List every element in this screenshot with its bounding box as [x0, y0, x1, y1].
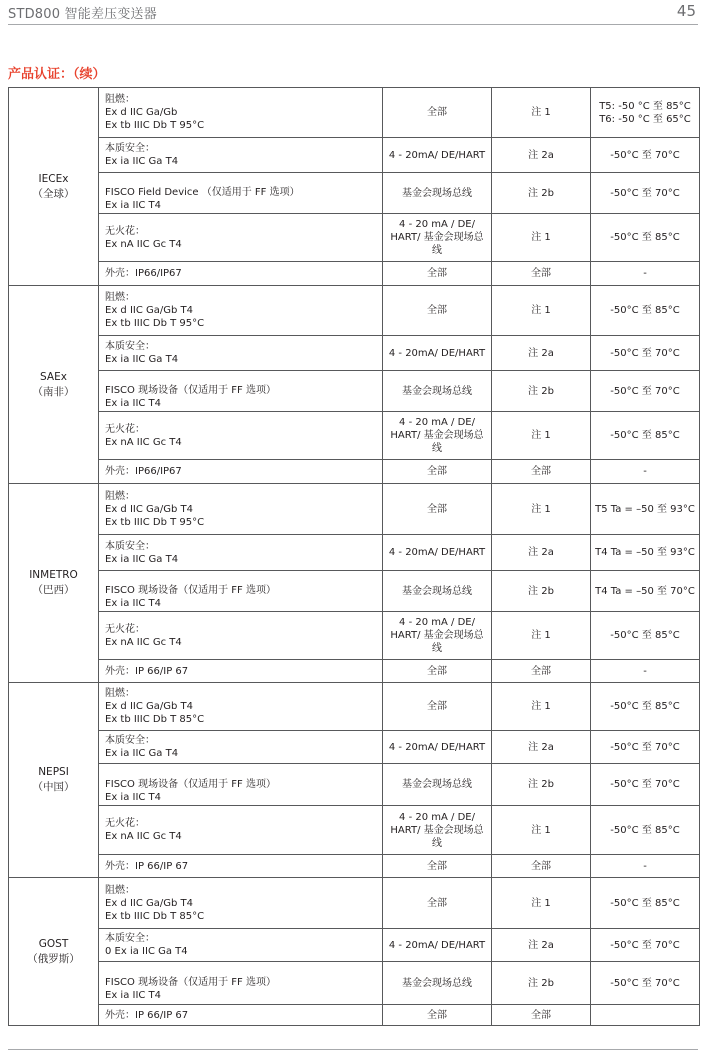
- protection-type-cell: [99, 336, 383, 371]
- protection-text: Ex tb IIIC Db T 85°C: [105, 714, 205, 725]
- spacer: [105, 766, 382, 778]
- temperature-cell: [591, 855, 700, 878]
- note-cell: 注 2b: [492, 571, 591, 612]
- protection-type-cell: [99, 878, 383, 929]
- protection-text: Ex ia IIC Ga T4: [105, 354, 179, 365]
- temperature-range: -50°C 至 70°C: [610, 741, 680, 753]
- protection-text: Ex ia IIC Ga T4: [105, 748, 179, 759]
- temperature-cell: [591, 214, 700, 262]
- region-name: NEPSI: [38, 766, 69, 778]
- protection-type-cell: [99, 173, 383, 214]
- region-country: （巴西）: [32, 584, 75, 596]
- note-cell: 全部: [492, 660, 591, 683]
- temperature-cell: [591, 806, 700, 855]
- region-name: IECEx: [38, 172, 69, 185]
- applicability-cell: 全部: [383, 88, 492, 138]
- temperature-range: T6: -50 °C 至 65°C: [599, 113, 691, 125]
- protection-text: FISCO 现场设备（仅适用于 FF 选项）: [105, 585, 276, 596]
- applicability-cell: 全部: [383, 878, 492, 929]
- table-row: [9, 878, 700, 929]
- note-cell: 注 1: [492, 612, 591, 660]
- protection-text: Ex nA IIC Gc T4: [105, 436, 182, 448]
- protection-type-cell: [99, 806, 383, 855]
- region-cell: [9, 878, 99, 1026]
- temperature-cell: [591, 262, 700, 286]
- protection-text: Ex ia IIC T4: [105, 791, 162, 803]
- protection-text: 无火花：: [105, 225, 145, 237]
- protection-type-cell: [99, 412, 383, 460]
- temperature-cell: [591, 962, 700, 1005]
- temperature-range: -50°C 至 70°C: [610, 149, 680, 161]
- applicability-cell: 全部: [383, 262, 492, 286]
- region-cell: [9, 286, 99, 484]
- protection-type-cell: [99, 612, 383, 660]
- protection-text: 外壳：IP 66/IP 67: [105, 860, 189, 872]
- applicability-cell: 全部: [383, 683, 492, 731]
- protection-text: Ex d IIC Ga/Gb T4: [105, 897, 193, 909]
- region-name: SAEx: [40, 370, 67, 383]
- protection-text: Ex tb IIIC Db T 95°C: [105, 318, 205, 329]
- temperature-cell: [591, 1005, 700, 1026]
- protection-type-cell: [99, 929, 383, 962]
- protection-text: 外壳：IP 66/IP 67: [105, 665, 189, 677]
- document-title: STD800 智能差压变送器: [8, 7, 157, 22]
- spacer: [105, 964, 382, 976]
- protection-text: 外壳：IP66/IP67: [105, 268, 182, 279]
- table-row: [9, 371, 700, 412]
- region-name: INMETRO: [29, 569, 78, 581]
- protection-type-cell: [99, 214, 383, 262]
- protection-text: 本质安全：: [105, 540, 155, 552]
- temperature-cell: [591, 460, 700, 484]
- applicability-cell: 4 - 20 mA / DE/ HART/ 基金会现场总线: [383, 214, 492, 262]
- protection-text: Ex ia IIC Ga T4: [105, 553, 179, 565]
- spacer: [105, 174, 382, 186]
- temperature-range: -50°C 至 70°C: [610, 779, 680, 790]
- protection-text: 本质安全：: [105, 143, 155, 154]
- table-row: [9, 1005, 700, 1026]
- protection-type-cell: [99, 88, 383, 138]
- applicability-cell: 全部: [383, 1005, 492, 1026]
- applicability-cell: 全部: [383, 460, 492, 484]
- protection-text: Ex ia IIC Ga T4: [105, 156, 179, 167]
- temperature-range: -50°C 至 85°C: [610, 630, 680, 641]
- certification-table: [8, 87, 700, 1026]
- temperature-range: -50°C 至 85°C: [610, 897, 680, 909]
- note-cell: 注 1: [492, 412, 591, 460]
- table-row: [9, 806, 700, 855]
- table-row: [9, 138, 700, 173]
- temperature-range: -: [643, 268, 647, 279]
- protection-text: 本质安全：: [105, 735, 155, 746]
- temperature-cell: [591, 412, 700, 460]
- temperature-range: T5 Ta = –50 至 93°C: [595, 503, 695, 515]
- spacer: [105, 572, 382, 584]
- protection-text: 无火花：: [105, 623, 145, 635]
- temperature-range: -50°C 至 85°C: [610, 232, 680, 243]
- protection-type-cell: [99, 764, 383, 806]
- temperature-cell: [591, 764, 700, 806]
- note-cell: 注 1: [492, 484, 591, 535]
- note-cell: 注 1: [492, 88, 591, 138]
- protection-text: 0 Ex ia IIC Ga T4: [105, 946, 188, 957]
- table-row: [9, 286, 700, 336]
- note-cell: 注 2a: [492, 336, 591, 371]
- protection-text: 外壳：IP 66/IP 67: [105, 1009, 189, 1021]
- applicability-cell: 4 - 20mA/ DE/HART: [383, 336, 492, 371]
- temperature-range: T5: -50 °C 至 85°C: [599, 100, 691, 112]
- protection-text: Ex d IIC Ga/Gb T4: [105, 701, 193, 712]
- temperature-range: -50°C 至 85°C: [610, 430, 680, 441]
- applicability-cell: 全部: [383, 484, 492, 535]
- protection-text: 无火花：: [105, 423, 145, 435]
- applicability-cell: 基金会现场总线: [383, 571, 492, 612]
- applicability-cell: 4 - 20 mA / DE/ HART/ 基金会现场总线: [383, 806, 492, 855]
- applicability-cell: 4 - 20mA/ DE/HART: [383, 535, 492, 571]
- protection-text: 本质安全：: [105, 341, 155, 352]
- protection-type-cell: [99, 683, 383, 731]
- table-row: [9, 571, 700, 612]
- table-row: [9, 336, 700, 371]
- note-cell: 全部: [492, 855, 591, 878]
- protection-text: 阻燃：: [105, 292, 135, 303]
- protection-text: Ex tb IIIC Db T 95°C: [105, 516, 205, 528]
- protection-text: Ex ia IIC T4: [105, 990, 162, 1001]
- protection-text: Ex tb IIIC Db T 85°C: [105, 910, 205, 922]
- protection-type-cell: [99, 731, 383, 764]
- region-country: （俄罗斯）: [27, 952, 80, 965]
- temperature-cell: [591, 731, 700, 764]
- table-row: [9, 731, 700, 764]
- note-cell: 注 2a: [492, 535, 591, 571]
- temperature-range: -50°C 至 85°C: [610, 824, 680, 836]
- temperature-cell: [591, 286, 700, 336]
- protection-text: FISCO 现场设备（仅适用于 FF 选项）: [105, 385, 276, 396]
- protection-text: Ex ia IIC T4: [105, 598, 162, 609]
- temperature-range: -50°C 至 70°C: [610, 939, 680, 951]
- protection-type-cell: [99, 371, 383, 412]
- applicability-cell: 基金会现场总线: [383, 371, 492, 412]
- protection-type-cell: [99, 855, 383, 878]
- protection-text: 阻燃：: [105, 490, 135, 502]
- note-cell: 全部: [492, 262, 591, 286]
- applicability-cell: 4 - 20mA/ DE/HART: [383, 138, 492, 173]
- applicability-cell: 4 - 20 mA / DE/ HART/ 基金会现场总线: [383, 612, 492, 660]
- temperature-cell: [591, 484, 700, 535]
- temperature-range: -50°C 至 70°C: [610, 187, 680, 199]
- temperature-range: -50°C 至 85°C: [610, 305, 680, 316]
- protection-type-cell: [99, 138, 383, 173]
- table-row: [9, 484, 700, 535]
- note-cell: 注 2b: [492, 764, 591, 806]
- protection-text: Ex d IIC Ga/Gb: [105, 107, 178, 118]
- table-row: [9, 612, 700, 660]
- temperature-cell: [591, 929, 700, 962]
- temperature-cell: [591, 535, 700, 571]
- header-divider: [8, 24, 698, 25]
- protection-text: FISCO 现场设备（仅适用于 FF 选项）: [105, 778, 276, 790]
- applicability-cell: 基金会现场总线: [383, 173, 492, 214]
- note-cell: 注 2a: [492, 731, 591, 764]
- temperature-range: -: [643, 860, 647, 872]
- protection-type-cell: [99, 484, 383, 535]
- protection-type-cell: [99, 962, 383, 1005]
- note-cell: 注 2a: [492, 138, 591, 173]
- table-row: [9, 660, 700, 683]
- applicability-cell: 4 - 20mA/ DE/HART: [383, 731, 492, 764]
- protection-type-cell: [99, 286, 383, 336]
- temperature-range: -: [643, 665, 647, 677]
- protection-text: 阻燃：: [105, 884, 135, 896]
- page-number: 45: [676, 2, 696, 20]
- protection-text: FISCO Field Device （仅适用于 FF 选项）: [105, 187, 300, 198]
- table-row: [9, 214, 700, 262]
- certification-table-body: [9, 88, 700, 1026]
- temperature-cell: [591, 371, 700, 412]
- temperature-cell: [591, 336, 700, 371]
- temperature-range: -: [643, 466, 647, 477]
- protection-text: Ex ia IIC T4: [105, 200, 162, 211]
- note-cell: 注 2b: [492, 173, 591, 214]
- temperature-cell: [591, 683, 700, 731]
- temperature-range: -50°C 至 70°C: [610, 347, 680, 359]
- footer-divider: [8, 1049, 698, 1050]
- protection-text: Ex tb IIIC Db T 95°C: [105, 120, 205, 131]
- temperature-range: T4 Ta = –50 至 70°C: [595, 585, 695, 597]
- region-country: （南非）: [32, 385, 75, 398]
- protection-type-cell: [99, 660, 383, 683]
- temperature-cell: [591, 571, 700, 612]
- table-row: [9, 173, 700, 214]
- protection-text: Ex nA IIC Gc T4: [105, 238, 182, 250]
- applicability-cell: 基金会现场总线: [383, 962, 492, 1005]
- note-cell: 注 1: [492, 683, 591, 731]
- table-row: [9, 535, 700, 571]
- table-row: [9, 683, 700, 731]
- table-row: [9, 460, 700, 484]
- temperature-range: -50°C 至 70°C: [610, 385, 680, 397]
- protection-text: Ex ia IIC T4: [105, 398, 162, 409]
- note-cell: 全部: [492, 460, 591, 484]
- protection-text: Ex nA IIC Gc T4: [105, 636, 182, 648]
- protection-text: 本质安全：: [105, 933, 155, 944]
- protection-type-cell: [99, 460, 383, 484]
- temperature-range: T4 Ta = –50 至 93°C: [595, 547, 695, 558]
- region-cell: [9, 683, 99, 878]
- applicability-cell: 全部: [383, 286, 492, 336]
- page-header: [0, 0, 708, 28]
- table-row: [9, 929, 700, 962]
- temperature-cell: [591, 612, 700, 660]
- region-cell: [9, 88, 99, 286]
- applicability-cell: 基金会现场总线: [383, 764, 492, 806]
- section-title: 产品认证：（续）: [8, 67, 106, 82]
- region-cell: [9, 484, 99, 683]
- protection-text: Ex d IIC Ga/Gb T4: [105, 503, 193, 515]
- protection-text: 无火花：: [105, 818, 145, 829]
- note-cell: 注 1: [492, 806, 591, 855]
- region-name: GOST: [38, 937, 69, 950]
- note-cell: 注 2a: [492, 929, 591, 962]
- note-cell: 注 1: [492, 878, 591, 929]
- table-row: [9, 88, 700, 138]
- protection-text: Ex nA IIC Gc T4: [105, 831, 182, 842]
- applicability-cell: 4 - 20 mA / DE/ HART/ 基金会现场总线: [383, 412, 492, 460]
- protection-text: FISCO 现场设备（仅适用于 FF 选项）: [105, 977, 276, 988]
- note-cell: 注 1: [492, 286, 591, 336]
- temperature-cell: [591, 173, 700, 214]
- temperature-cell: [591, 660, 700, 683]
- temperature-range: -50°C 至 70°C: [610, 977, 680, 989]
- applicability-cell: 4 - 20mA/ DE/HART: [383, 929, 492, 962]
- note-cell: 注 2b: [492, 962, 591, 1005]
- applicability-cell: 全部: [383, 855, 492, 878]
- table-row: [9, 764, 700, 806]
- table-row: [9, 962, 700, 1005]
- note-cell: 注 1: [492, 214, 591, 262]
- note-cell: 全部: [492, 1005, 591, 1026]
- protection-text: 外壳：IP66/IP67: [105, 466, 182, 477]
- protection-type-cell: [99, 535, 383, 571]
- table-row: [9, 412, 700, 460]
- table-row: [9, 855, 700, 878]
- region-country: （中国）: [32, 781, 75, 793]
- protection-type-cell: [99, 571, 383, 612]
- temperature-cell: [591, 878, 700, 929]
- protection-text: 阻燃：: [105, 688, 135, 699]
- protection-text: 阻燃：: [105, 94, 135, 105]
- table-row: [9, 262, 700, 286]
- protection-text: Ex d IIC Ga/Gb T4: [105, 305, 193, 316]
- spacer: [105, 372, 382, 384]
- protection-type-cell: [99, 262, 383, 286]
- note-cell: 注 2b: [492, 371, 591, 412]
- temperature-cell: [591, 138, 700, 173]
- applicability-cell: 全部: [383, 660, 492, 683]
- region-country: （全球）: [32, 187, 75, 200]
- protection-type-cell: [99, 1005, 383, 1026]
- temperature-range: -50°C 至 85°C: [610, 701, 680, 712]
- temperature-cell: [591, 88, 700, 138]
